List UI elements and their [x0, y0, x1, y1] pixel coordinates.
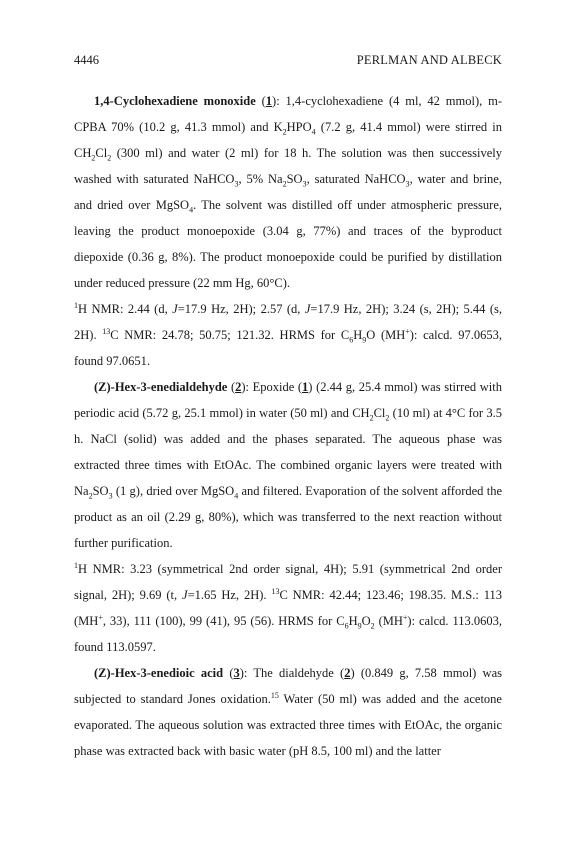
compound-number-2: 2 [235, 380, 242, 394]
compound-title-1: 1,4-Cyclohexadiene monoxide [94, 94, 256, 108]
paragraph-cyclohexadiene-monoxide: 1,4-Cyclohexadiene monoxide (1): 1,4-cyclohexadiene (4 ml, 42 mmol), m-CPBA 70% (10.2 g, 41.3 mmol) and $K_2HPO_4$ (7.2 g, 41.4 mmol) were stirred in $CH_2Cl_2$ (300 ml) and water (2 ml) for 18 h. The solution was then successively washed with saturated NaHCO$_3$, 5% $Na_2SO_3$, saturated NaHCO$_3$, water and brine, and dried over MgSO$_4$. The solvent was distilled off under atmospheric pressure, leaving the product monoepoxide (3.04 g, 77%) and traces of the byproduct diepoxide (0.36 g, 8%). The product monoepoxide could be purified by distillation under reduced pressure (22 mm Hg, 60°C). [74, 94, 502, 290]
page-header [74, 53, 502, 71]
compound-number-1: 1 [265, 94, 273, 108]
paragraph-hexenedioic-acid: (Z)-Hex-3-enedioic acid (3): The dialdehyde (2) (0.849 g, 7.58 mmol) was subjected to standard Jones oxidation.$^{15}$ Water (50 ml) was added and the acetone evaporated. The aqueous solution was extracted three times with EtOAc, the organic phase was extracted back with basic water (pH 8.5, 100 ml) and the latter [74, 666, 502, 758]
article-body [74, 88, 502, 764]
nmr-data-1: $^1$H NMR: 2.44 (d, J=17.9 Hz, 2H); 2.57 (d, J=17.9 Hz, 2H); 3.24 (s, 2H); 5.44 (s, 2H). $^{13}$C NMR: 24.78; 50.75; 121.32. HRMS for $C_6H_9O$ (MH+): calcd. 97.0653, found 97.0651. [74, 300, 502, 368]
compound-title-3: (Z)-Hex-3-enedioic acid [94, 666, 224, 680]
compound-title-2: (Z)-Hex-3-enedialdehyde [94, 380, 228, 394]
page-number: 4446 [74, 53, 99, 67]
compound-number-3: 3 [233, 666, 240, 680]
nmr-data-2: $^1$H NMR: 3.23 (symmetrical 2nd order signal, 4H); 5.91 (symmetrical 2nd order signal, 2H); 9.69 (t, J=1.65 Hz, 2H). $^{13}$C NMR: 42.44; 123.46; 198.35. M.S.: 113 (MH+, 33), 111 (100), 99 (41), 95 (56). HRMS for $C_6H_9O_2$ (MH+): calcd. 113.0603, found 113.0597. [74, 560, 502, 654]
paragraph-hexenedialdehyde: (Z)-Hex-3-enedialdehyde (2): Epoxide (1) (2.44 g, 25.4 mmol) was stirred with periodic acid (5.72 g, 25.1 mmol) in water (50 ml) and $CH_2Cl_2$ (10 ml) at 4°C for 3.5 h. NaCl (solid) was added and the phases separated. The aqueous phase was extracted three times with EtOAc. The combined organic layers were treated with $Na_2SO_3$ (1 g), dried over MgSO$_4$ and filtered. Evaporation of the solvent afforded the product as an oil (2.29 g, 80%), which was transferred to the next reaction without further purification. [74, 380, 502, 550]
running-title: PERLMAN AND ALBECK [356, 53, 502, 67]
